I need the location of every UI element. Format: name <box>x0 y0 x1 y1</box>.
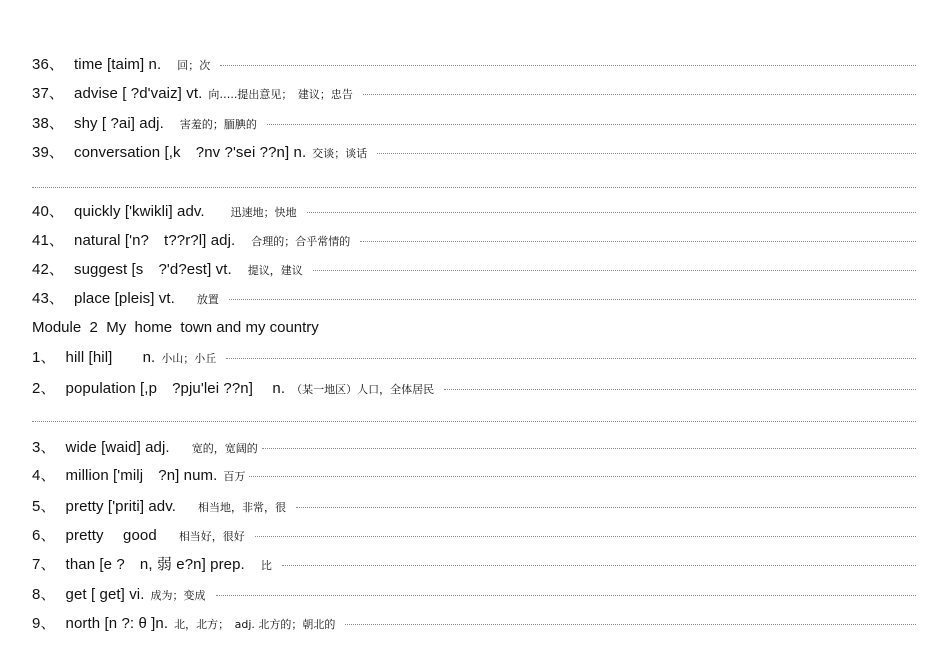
entry-chinese: 交谈；谈话 <box>312 147 368 160</box>
vocab-entry <box>32 287 916 309</box>
entry-number: 4、 <box>32 467 56 484</box>
vocab-entry <box>32 464 916 486</box>
fill-in-line <box>216 595 917 596</box>
entry-number: 7、 <box>32 556 56 573</box>
entry-chinese: 小山；小丘 <box>161 352 217 365</box>
entry-chinese: 相当好，很好 <box>178 530 245 543</box>
entry-english: pretty good <box>65 527 157 544</box>
entry-chinese: 宽的，宽阔的 <box>191 442 258 455</box>
entry-number: 5、 <box>32 498 56 515</box>
entry-number: 6、 <box>32 527 56 544</box>
entry-number: 39、 <box>32 144 64 161</box>
entry-english: natural ['n? t??r?l] adj. <box>74 232 236 249</box>
module-heading: Module 2 My home town and my country <box>32 319 319 336</box>
entry-chinese: 向…..提出意见； 建议；忠告 <box>208 88 353 101</box>
entry-english: get [ get] vi. <box>65 586 145 603</box>
entry-chinese: 回；次 <box>177 59 211 72</box>
fill-in-line <box>296 507 916 508</box>
entry-number: 38、 <box>32 115 64 132</box>
entry-number: 36、 <box>32 56 64 73</box>
entry-chinese: 比 <box>260 559 272 572</box>
fill-in-line <box>226 358 916 359</box>
vocab-entry <box>32 258 916 280</box>
vocab-entry <box>32 377 916 399</box>
fill-in-line <box>255 536 916 537</box>
entry-chinese: 迅速地；快地 <box>230 206 297 219</box>
vocab-entry <box>32 553 916 575</box>
entry-english: shy [ ?ai] adj. <box>74 115 164 132</box>
entry-chinese: 相当地，非常，很 <box>198 501 287 514</box>
entry-english: quickly ['kwikli] adv. <box>74 203 205 220</box>
entry-number: 42、 <box>32 261 64 278</box>
entry-number: 43、 <box>32 290 64 307</box>
entry-number: 2、 <box>32 380 56 397</box>
entry-number: 41、 <box>32 232 64 249</box>
entry-chinese: 北，北方； adj. 北方的；朝北的 <box>174 618 336 631</box>
vocab-entry <box>32 53 916 75</box>
fill-in-line <box>444 389 916 390</box>
vocab-entry <box>32 346 916 368</box>
entry-chinese: 放置 <box>196 293 219 306</box>
entry-english: place [pleis] vt. <box>74 290 175 307</box>
entry-english: million ['milj ?n] num. <box>65 467 218 484</box>
entry-english: north [n ?: θ ]n. <box>65 615 169 632</box>
entry-chinese: 害羞的；腼腆的 <box>179 118 257 131</box>
entry-english: wide [waid] adj. <box>65 439 170 456</box>
entry-english: population [,p ?pju'lei ??n] n. <box>65 380 286 397</box>
continuation-line <box>32 421 916 422</box>
entry-chinese: 提议，建议 <box>247 264 303 277</box>
entry-chinese: 合理的；合乎常情的 <box>251 235 351 248</box>
fill-in-line <box>267 124 916 125</box>
fill-in-line <box>307 212 916 213</box>
fill-in-line <box>249 476 916 477</box>
vocab-entry <box>32 495 916 517</box>
entry-number: 9、 <box>32 615 56 632</box>
entry-english: pretty ['priti] adv. <box>65 498 177 515</box>
vocab-entry <box>32 141 916 163</box>
entry-chinese: 百万 <box>223 470 246 483</box>
vocab-entry <box>32 612 916 634</box>
entry-english: hill [hil] n. <box>65 349 156 366</box>
fill-in-line <box>360 241 916 242</box>
vocab-entry <box>32 229 916 251</box>
entry-english: conversation [,k ?nv ?'sei ??n] n. <box>74 144 307 161</box>
fill-in-line <box>377 153 916 154</box>
fill-in-line <box>262 448 916 449</box>
entry-number: 3、 <box>32 439 56 456</box>
entry-number: 40、 <box>32 203 64 220</box>
entry-english: time [taim] n. <box>74 56 162 73</box>
entry-number: 37、 <box>32 85 64 102</box>
fill-in-line <box>313 270 916 271</box>
entry-number: 1、 <box>32 349 56 366</box>
entry-chinese: （某一地区）人口，全体居民 <box>291 383 435 396</box>
entry-english: than [e ? n, 弱 e?n] prep. <box>65 556 245 573</box>
entry-chinese: 成为；变成 <box>150 589 206 602</box>
vocab-entry <box>32 200 916 222</box>
vocab-entry <box>32 112 916 134</box>
entry-english: suggest [s ?'d?est] vt. <box>74 261 232 278</box>
vocab-entry <box>32 583 916 605</box>
vocab-entry <box>32 436 916 458</box>
fill-in-line <box>282 565 916 566</box>
vocab-entry <box>32 524 916 546</box>
fill-in-line <box>363 94 916 95</box>
fill-in-line <box>220 65 916 66</box>
entry-english: advise [ ?d'vaiz] vt. <box>74 85 203 102</box>
continuation-line <box>32 187 916 188</box>
entry-number: 8、 <box>32 586 56 603</box>
fill-in-line <box>345 624 916 625</box>
fill-in-line <box>229 299 916 300</box>
vocab-entry <box>32 82 916 104</box>
